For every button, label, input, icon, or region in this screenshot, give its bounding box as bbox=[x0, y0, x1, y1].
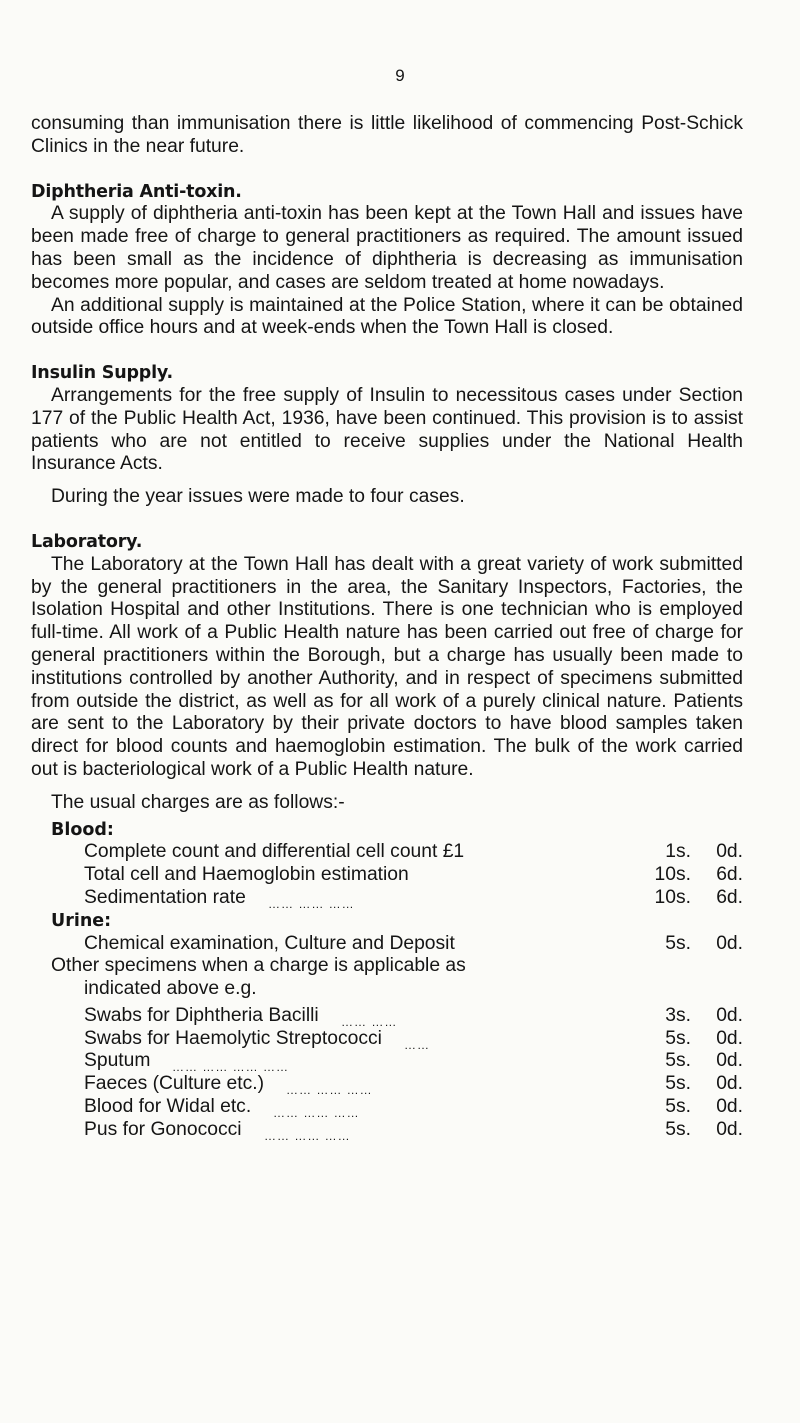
page-number: 9 bbox=[395, 66, 405, 85]
other-specimens-intro bbox=[31, 955, 743, 1001]
charge-shillings: 5s. bbox=[665, 932, 691, 954]
leader-dots: …… …… …… bbox=[273, 1106, 360, 1121]
intro-paragraph: consuming than immunisation there is little likelihood of commencing Post-Schick Clinics in the near future. bbox=[31, 113, 743, 157]
charge-shillings: 5s. bbox=[665, 1118, 691, 1140]
section-heading-diphtheria: Diphtheria Anti-toxin. bbox=[31, 181, 242, 202]
charge-pence: 0d. bbox=[716, 1073, 743, 1095]
charge-pence: 0d. bbox=[716, 1004, 743, 1026]
charge-item: Pus for Gonococci bbox=[84, 1118, 242, 1140]
charge-row bbox=[31, 887, 743, 910]
charge-item: Blood for Widal etc. bbox=[84, 1096, 252, 1118]
paragraph: An additional supply is maintained at the Police Station, where it can be obtained outside office hours and at week-ends when the Town Hall is closed. bbox=[31, 294, 743, 339]
charge-item: Sputum bbox=[84, 1050, 151, 1072]
charge-item: Sedimentation rate bbox=[84, 886, 246, 908]
charge-item: Swabs for Haemolytic Streptococci bbox=[84, 1027, 382, 1049]
charge-shillings: 10s. bbox=[654, 886, 691, 908]
other-intro-line-1: Other specimens when a charge is applicable as bbox=[51, 955, 466, 977]
charge-row bbox=[31, 841, 743, 864]
charge-item: Complete count and differential cell count £1 bbox=[84, 841, 465, 863]
charge-shillings: 5s. bbox=[665, 1027, 691, 1049]
charge-item: Swabs for Diphtheria Bacilli bbox=[84, 1004, 319, 1026]
charge-shillings: 3s. bbox=[665, 1004, 691, 1026]
charge-shillings: 5s. bbox=[665, 1096, 691, 1118]
charge-row bbox=[31, 1028, 743, 1051]
charge-item: Faeces (Culture etc.) bbox=[84, 1073, 265, 1095]
charge-pence: 0d. bbox=[716, 932, 743, 954]
leader-dots: …… …… bbox=[341, 1014, 398, 1029]
charge-pence: 6d. bbox=[716, 864, 743, 886]
charge-item: Total cell and Haemoglobin estimation bbox=[84, 864, 409, 886]
blood-label: Blood: bbox=[51, 819, 114, 840]
section-heading-insulin: Insulin Supply. bbox=[31, 363, 173, 384]
paragraph: Arrangements for the free supply of Insulin to necessitous cases under Section 177 of the Public Health Act, 1936, have been continued. This provision is to assist patients who are not entitled to receive supplies under the National Health Insurance Acts. bbox=[31, 384, 743, 475]
urine-charges bbox=[31, 933, 743, 956]
paragraph: A supply of diphtheria anti-toxin has been kept at the Town Hall and issues have been made free of charge to general practitioners as required. The amount issued has been small as the incidence of diphtheria is decreasing as immunisation becomes more popular, and cases are seldom treated at home nowadays. bbox=[31, 203, 743, 293]
leader-dots: …… bbox=[404, 1037, 430, 1052]
other-intro-line-2: indicated above e.g. bbox=[84, 978, 257, 1000]
paragraph: During the year issues were made to four cases. bbox=[51, 486, 465, 508]
charge-item: Chemical examination, Culture and Deposit bbox=[84, 932, 455, 954]
leader-dots: …… …… …… bbox=[286, 1083, 373, 1098]
charge-pence: 0d. bbox=[716, 841, 743, 863]
charges-intro: The usual charges are as follows:- bbox=[51, 791, 345, 813]
charge-pence: 0d. bbox=[716, 1096, 743, 1118]
urine-label: Urine: bbox=[51, 910, 112, 931]
charge-row bbox=[31, 864, 743, 887]
charge-shillings: 1s. bbox=[665, 841, 691, 863]
other-charges bbox=[31, 1005, 743, 1142]
charge-pence: 0d. bbox=[716, 1118, 743, 1140]
charge-shillings: 5s. bbox=[665, 1050, 691, 1072]
leader-dots: …… …… …… …… bbox=[172, 1060, 290, 1075]
blood-charges bbox=[31, 841, 743, 909]
leader-dots: …… …… …… bbox=[264, 1128, 351, 1143]
charge-row bbox=[31, 1096, 743, 1119]
charge-pence: 0d. bbox=[716, 1027, 743, 1049]
section-heading-laboratory: Laboratory. bbox=[31, 531, 143, 552]
charge-shillings: 10s. bbox=[654, 864, 691, 886]
document-body bbox=[31, 113, 743, 1142]
charge-row bbox=[31, 1005, 743, 1028]
charge-row bbox=[31, 1119, 743, 1142]
paragraph: The Laboratory at the Town Hall has dealt with a great variety of work submitted by the general practitioners in the area, the Sanitary Inspectors, Factories, the Isolation Hospital and other Institutions. There is one technician who is employed full-time. All work of a Public Health nature has been carried out free of charge for general practitioners within the Borough, but a charge has usually been made to institutions controlled by another Authority, and in respect of specimens submitted from outside the district, as well as for all work of a purely clinical nature. Patients are sent to the Laboratory by their private doctors to have blood samples taken direct for blood counts and haemoglobin estimation. The bulk of the work carried out is bacteriological work of a Public Health nature. bbox=[31, 553, 743, 780]
charge-row bbox=[31, 933, 743, 956]
charge-row bbox=[31, 1073, 743, 1096]
charge-pence: 0d. bbox=[716, 1050, 743, 1072]
charge-shillings: 5s. bbox=[665, 1073, 691, 1095]
charge-pence: 6d. bbox=[716, 886, 743, 908]
leader-dots: …… …… …… bbox=[268, 896, 355, 911]
charge-row bbox=[31, 1050, 743, 1073]
